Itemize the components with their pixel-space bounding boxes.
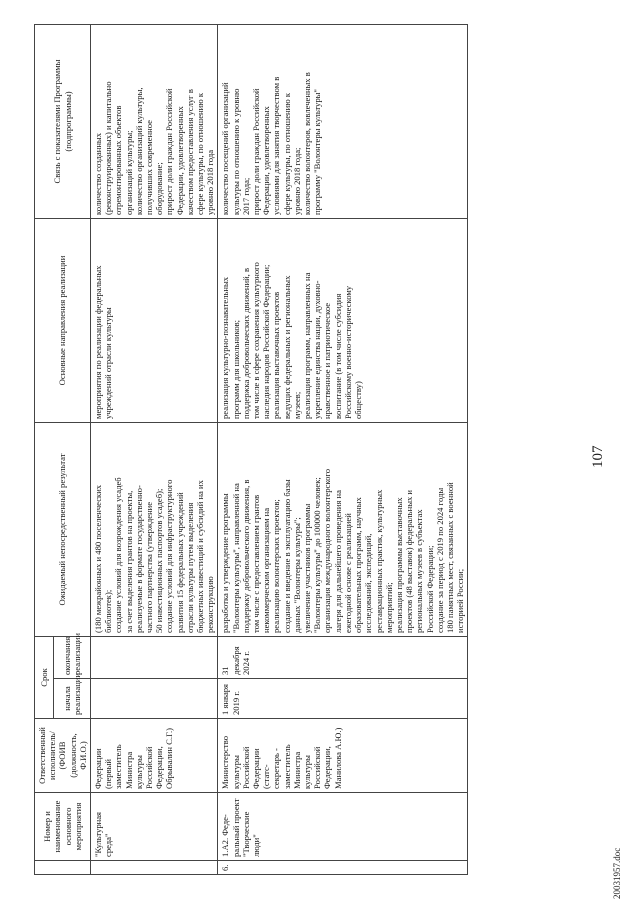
row-responsible: Министерство культуры Российской Федерации (статс- секретарь - заместитель Министра культуры Российской Федерации, Манилова А.Ю.)	[218, 719, 468, 793]
program-table	[34, 24, 468, 875]
header-number: Номер и наименование основного мероприятия	[35, 793, 91, 861]
row-end: 31 декабря 2024 г.	[218, 636, 468, 678]
header-blank	[35, 861, 91, 875]
row-number	[91, 861, 218, 875]
row-responsible: Федерации (первый заместитель Министра культуры Российской Федерации, Обрывалин С.Г.)	[91, 719, 218, 793]
row-name: 1.А2. Феде- ральный проект "Творческие люди"	[218, 793, 468, 861]
header-term: Срок	[35, 636, 54, 718]
row-result: (180 межрайонных и 480 поселенческих библиотек); создание условий для возрождения усадеб за счет выделения грантов на проекты, реализуемые в формате государственно- частного партнерства (утверждение 50 инвестиционных паспортов усадеб); создание условий для инфраструктурного развития 15 федеральных учреждений отрасли культуры путем выделения бюджетных инвестиций и субсидий на их реконструкцию	[91, 422, 218, 636]
row-start	[91, 679, 218, 719]
document-footer: 20031957.doc	[612, 847, 622, 899]
row-result: разработка и утверждение программы "Волонтеры культуры", направленной на поддержку добровольческого движения, в том числе с предоставлением грантов некоммерческим организациям на реализацию волонтерских проектов; создание и введение в эксплуатацию базы данных "Волонтеры культуры"; увеличение участников программы "Волонтеры культуры" до 100000 человек; организация международного волонтерского лагеря для дальнейшего проведения на ежегодной основе с реализацией образовательных программ, научных исследований, экспедиций, реставрационных практик, культурных мероприятий; реализация программы выставочных проектов (48 выставок) федеральных и региональных музеев в субъектах Российской Федерации; создание за период с 2019 по 2024 годы 180 памятных мест, связанных с военной историей России;	[218, 422, 468, 636]
table-row	[218, 24, 468, 874]
row-directions: мероприятия по реализации федеральных учреждений отрасли культуры	[91, 218, 218, 422]
header-directions: Основные направления реализации	[35, 218, 91, 422]
table-header	[35, 24, 91, 874]
page-number: 107	[590, 445, 606, 468]
row-name: "Культурная среда"	[91, 793, 218, 861]
header-relation: Связь с показателями Программы (подпрограммы)	[35, 24, 91, 218]
header-responsible: Ответственный исполнитель/ (ФОИВ (должность, Ф.И.О.)	[35, 719, 91, 793]
row-number: 6.	[218, 861, 468, 875]
header-end: окончания реализации	[53, 636, 90, 678]
row-relation: количество созданных (реконструированных) и капитально отремонтированных объектов организаций культуры; количество организаций культуры, получивших современное оборудование; прирост доли граждан Российской Федерации, удовлетворенных качеством предоставления услуг в сфере культуры, по отношению к уровню 2018 года	[91, 24, 218, 218]
row-start: 1 января 2019 г.	[218, 679, 468, 719]
header-start: начала реализации	[53, 679, 90, 719]
row-end	[91, 636, 218, 678]
row-directions: реализация культурно-познавательных программ для школьников; поддержка добровольческих движений, в том числе в сфере сохранения культурного наследия народов Российской Федерации; реализация выставочных проектов ведущих федеральных и региональных музеев; реализация программ, направленных на укрепление единства нации, духовно- нравственное и патриотическое воспитание (в том числе субсидия Российскому военно-историческому обществу)	[218, 218, 468, 422]
table-row	[91, 24, 218, 874]
row-relation: количество посещений организаций культуры по отношению к уровню 2017 года; прирост доли граждан Российской Федерации, удовлетворенных условиями для занятия творчеством в сфере культуры, по отношению к уровню 2018 года; количество волонтеров, вовлеченных в программу "Волонтеры культуры"	[218, 24, 468, 218]
header-result: Ожидаемый непосредственный результат	[35, 422, 91, 636]
